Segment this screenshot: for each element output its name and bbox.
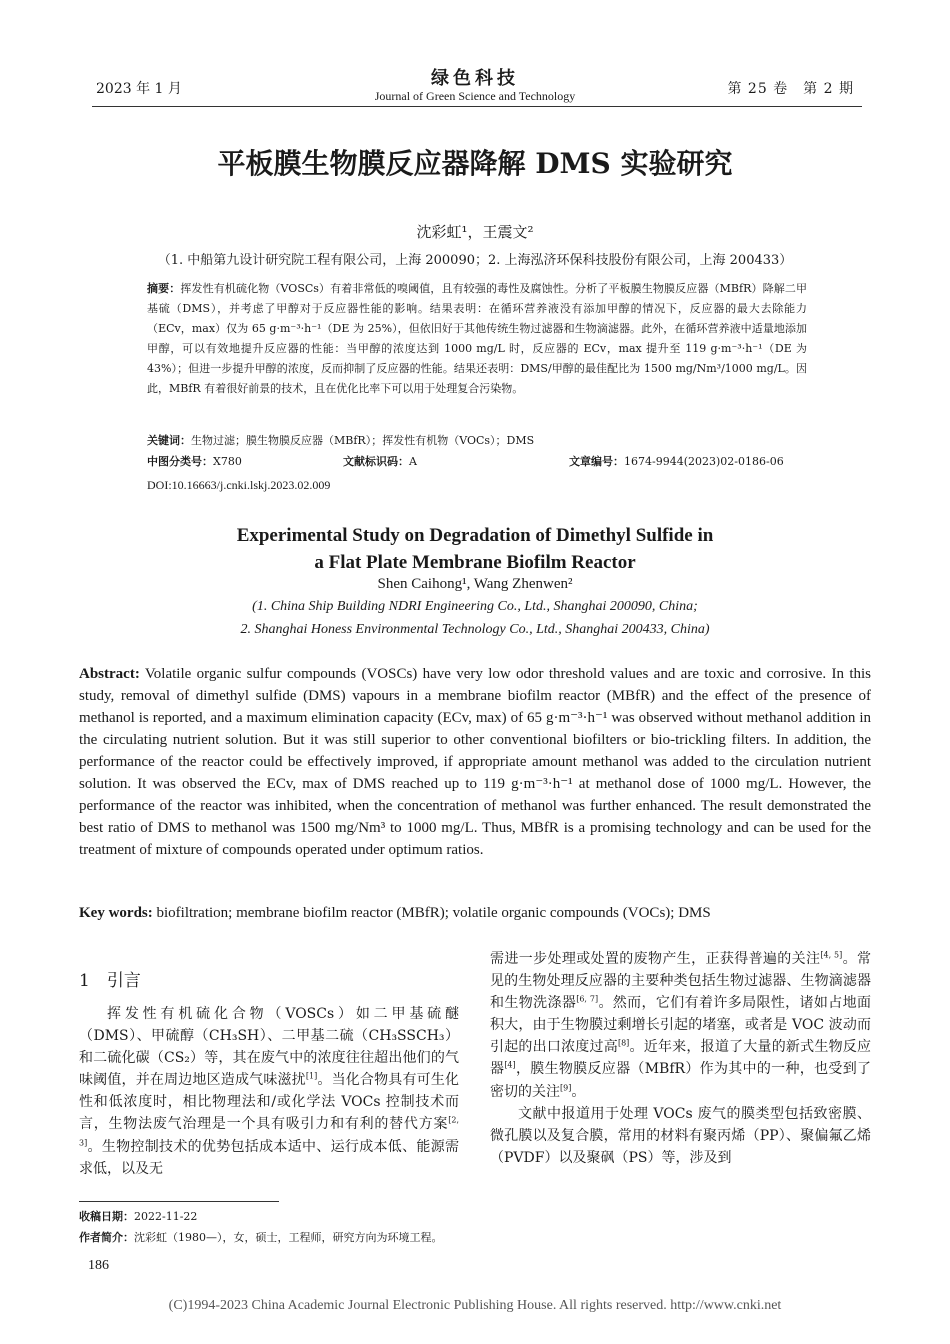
- intro-paragraph-1-cont: 需进一步处理或处置的废物产生，正获得普遍的关注[4, 5]。常见的生物处理反应器的主要种类包括生物过滤器、生物滴滤器和生物洗涤器[6, 7]。然而，它们有着许多局限性，诸如占地面积大，由于生物膜过剩增长引起的堵塞，或者是 VOC 波动而引起的出口浓度过高[8]。近年来，报道了大量的新式生物反应器[4]，膜生物膜反应器（MBfR）作为其中的一种，也受到了密切的关注[9]。: [490, 950, 872, 1100]
- authors-en: Shen Caihong¹, Wang Zhenwen²: [377, 576, 573, 592]
- keywords-cn-text: 生物过滤；膜生物膜反应器（MBfR）；挥发性有机物（VOCs）；DMS: [191, 434, 535, 447]
- page-number: 186: [88, 1258, 109, 1273]
- intro-paragraph-2: 文献中报道用于处理 VOCs 废气的膜类型包括致密膜、微孔膜以及复合膜，常用的材料有聚丙烯（PP）、聚偏氟乙烯（PVDF）以及聚砜（PS）等，涉及到: [490, 1105, 871, 1166]
- abstract-cn: [147, 279, 807, 399]
- affiliation-en-1: (1. China Ship Building NDRI Engineering Co., Ltd., Shanghai 200090, China;: [252, 599, 698, 614]
- abstract-en-label: Abstract:: [79, 666, 140, 682]
- header-divider: [92, 106, 862, 107]
- keywords-en-label: Key words:: [79, 905, 153, 921]
- keywords-en: [79, 905, 871, 922]
- journal-title-cn: 绿色科技: [431, 68, 519, 89]
- header-volume: 第 25 卷 第 2 期: [727, 81, 854, 97]
- authors-cn: 沈彩虹¹，王震文²: [416, 223, 534, 241]
- title-en-line-2: a Flat Plate Membrane Biofilm Reactor: [314, 552, 636, 573]
- clc-number: 中图分类号：X780: [147, 455, 242, 468]
- abstract-cn-label: 摘要：: [147, 282, 181, 295]
- abstract-en-text: Volatile organic sulfur compounds (VOSCs) have very low odor threshold values and are toxic and corrosive. In this study, removal of dimethyl sulfide (DMS) vapours in a membrane biofilm reactor (MBfR) and the effect of the presence of methanol is reported, and a maximum elimination capacity (ECv, max) of 65 g·m⁻³·h⁻¹ was observed without methanol addition in the circulating nutrient solution. But it was still superior to other conventional biofilters or bio-trickling filters. In addition, the performance of the reactor could be effectively improved, if appropriate amount methanol was added to the circulation nutrient solution. It was observed the ECv, max of DMS reached up to 119 g·m⁻³·h⁻¹ at methanol dose of 1000 mg/L. However, the performance of the reactor was inhibited, when the concentration of methanol was further enhanced. The result demonstrated the best ratio of DMS to methanol was 1500 mg/Nm³ to 1000 mg/L. Thus, MBfR is a promising technology and can be used for the treatment of mixture of compounds operated under optimum ratios.: [79, 666, 871, 858]
- footnote-received: 收稿日期：2022-11-22: [79, 1210, 198, 1223]
- keywords-cn: [147, 431, 807, 451]
- body-column-left: [79, 1003, 459, 1180]
- footnote-divider: [79, 1201, 279, 1202]
- abstract-en: [79, 663, 871, 861]
- keywords-cn-label: 关键词：: [147, 434, 191, 447]
- paper-title-en: [0, 522, 950, 576]
- journal-title-en: Journal of Green Science and Technology: [374, 89, 576, 103]
- footnote-author: 作者简介：沈彩虹（1980—），女，硕士，工程师，研究方向为环境工程。: [79, 1231, 443, 1244]
- header-date: 2023 年 1 月: [96, 81, 182, 97]
- keywords-en-text: biofiltration; membrane biofilm reactor (MBfR); volatile organic compounds (VOCs); DMS: [152, 905, 711, 921]
- copyright-notice: (C)1994-2023 China Academic Journal Electronic Publishing House. All rights reserved. http://www.cnki.net: [168, 1298, 782, 1313]
- body-column-right: [490, 948, 871, 1169]
- affiliations-cn: （1. 中船第九设计研究院工程有限公司，上海 200090；2. 上海泓济环保科技股份有限公司，上海 200433）: [157, 253, 793, 268]
- doi: DOI:10.16663/j.cnki.lskj.2023.02.009: [147, 478, 331, 492]
- title-en-line-1: Experimental Study on Degradation of Dimethyl Sulfide in: [236, 525, 714, 546]
- abstract-cn-text: 挥发性有机硫化物（VOSCs）有着非常低的嗅阈值，且有较强的毒性及腐蚀性。分析了平板膜生物膜反应器（MBfR）降解二甲基硫（DMS），并考虑了甲醇对于反应器性能的影响。结果表明：在循环营养液没有添加甲醇的情况下，反应器的最大去除能力（ECv，max）仅为 65 g·m⁻³·h⁻¹（DE 为 25%），但依旧好于其他传统生物过滤器和生物滴滤器。此外，在循环营养液中适量地添加甲醇，可以有效地提升反应器的性能：当甲醇的浓度达到 1000 mg/L 时，反应器的 ECv，max 提升至 119 g·m⁻³·h⁻¹（DE 为 43%）；但进一步提升甲醇的浓度，反而抑制了反应器的性能。结果还表明：DMS/甲醇的最佳配比为 1500 mg/Nm³/1000 mg/L。因此，MBfR 有着很好前景的技术，且在优化比率下可以用于处理复合污染物。: [147, 282, 808, 395]
- intro-paragraph-1: 挥发性有机硫化合物（VOSCs）如二甲基硫醚（DMS）、甲硫醇（CH₃SH）、二甲基二硫（CH₃SSCH₃）和二硫化碳（CS₂）等，其在废气中的浓度往往超出他们的气味阈值，并在周边地区造成气味滋扰[1]。当化合物具有可生化性和低浓度时，相比物理法和/或化学法 VOCs 控制技术而言，生物法废气治理是一个具有吸引力和有利的替代方案[2, 3]。生物控制技术的优势包括成本适中、运行成本低、能源需求低，以及无: [79, 1006, 460, 1177]
- doc-code: 文献标识码：A: [343, 455, 417, 468]
- affiliation-en-2: 2. Shanghai Honess Environmental Technology Co., Ltd., Shanghai 200433, China): [240, 622, 710, 637]
- article-number: 文章编号：1674-9944(2023)02-0186-06: [569, 455, 784, 468]
- paper-title-cn: 平板膜生物膜反应器降解 DMS 实验研究: [217, 147, 733, 180]
- section-heading: 1 引言: [79, 971, 141, 991]
